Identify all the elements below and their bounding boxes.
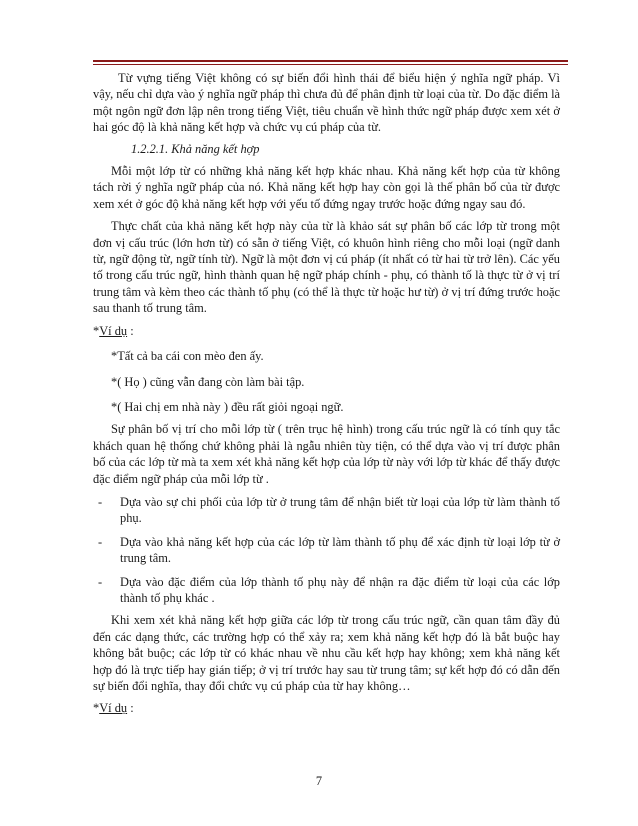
example-label-2 <box>93 700 560 716</box>
example-label-suffix: : <box>127 323 134 338</box>
bullet-item <box>93 574 560 607</box>
example-1: *Tất cả ba cái con mèo đen ấy. <box>111 349 264 364</box>
paragraph-2: Mỗi một lớp từ có những khả năng kết hợp khác nhau. Khả năng kết hợp của từ không tách rời ý nghĩa ngữ pháp của nó. Khả năng kết hợp hay còn gọi là thế phân bố của từ được xem xét ở góc độ khả năng kết hợp với yếu tố đứng ngay trước hoặc đứng ngay sau đó. <box>93 164 560 211</box>
bullet-item <box>93 534 560 567</box>
header-rule-thin <box>93 64 568 65</box>
section-heading: 1.2.2.1. Khả năng kết hợp <box>131 141 260 156</box>
example-label-prefix: * <box>93 701 100 716</box>
example-2: *( Họ ) cũng vẫn đang còn làm bài tập. <box>111 374 305 389</box>
example-3: *( Hai chị em nhà này ) đều rất giỏi ngoại ngữ. <box>111 399 344 414</box>
bullet-marker: - <box>98 574 103 589</box>
bullet-text: Dựa vào khả năng kết hợp của các lớp từ làm thành tố phụ để xác định từ loại lớp từ ở trung tâm. <box>120 534 560 566</box>
paragraph-5: Khi xem xét khả năng kết hợp giữa các lớp từ trong cấu trúc ngữ, cần quan tâm đầy đủ đến các dạng thức, các trường hợp có thể xảy ra; xem khả năng kết hợp đó là bắt buộc hay không bắt buộc; các lớp từ có khác nhau về nhu cầu kết hợp hay không; xem khả năng kết hợp đó là trực tiếp hay gián tiếp; ở vị trí trước hay sau từ trung tâm; sự kết hợp đó có dẫn đến sự biến đổi nghĩa, thay đổi chức vụ cú pháp của từ hay không… <box>93 613 560 693</box>
bullet-text: Dựa vào sự chi phối của lớp từ ở trung tâm để nhận biết từ loại của lớp từ làm thành tố phụ. <box>120 494 560 526</box>
bullet-item <box>93 494 560 527</box>
example-label-suffix: : <box>127 701 134 716</box>
paragraph-1: Từ vựng tiếng Việt không có sự biến đổi hình thái để biểu hiện ý nghĩa ngữ pháp. Vì vậy, nếu chỉ dựa vào ý nghĩa ngữ pháp thì chưa đủ để phân định từ loại của từ. Do đặc điểm là một ngôn ngữ đơn lập nên trong tiếng Việt, tiêu chuẩn về hình thức ngữ pháp được xem xét ở hai góc độ là khả năng kết hợp và chức vụ cú pháp của từ. <box>93 71 561 135</box>
bullet-marker: - <box>98 494 103 509</box>
paragraph-3: Thực chất của khả năng kết hợp này của từ là khảo sát sự phân bố các lớp từ trong một đơn vị cấu trúc (lớn hơn từ) có sẵn ở tiếng Việt, có khuôn hình riêng cho mỗi loại (ngữ danh từ, ngữ động từ, ngữ tính từ). Ngữ là một đơn vị cú pháp (ít nhất có từ hai từ trở lên). Các yếu tố trong cấu trúc ngữ, hình thành quan hệ ngữ pháp chính - phụ, có thành tố là thực từ ở vị trí trung tâm và kèm theo các thành tố phụ (có thể là thực từ hoặc hư từ) ở vị trí đứng trước hoặc sau thanh tố trung tâm. <box>93 219 560 316</box>
example-label-text: Ví dụ <box>99 701 128 716</box>
paragraph-4: Sự phân bố vị trí cho mỗi lớp từ ( trên trục hệ hình) trong cấu trúc ngữ là có tính quy tắc khách quan hệ thống chứ không phải là ngẫu nhiên tùy tiện, có thể dựa vào vị trí được phân bố của các lớp từ mà ta xem xét khả năng kết hợp của lớp từ này với lớp từ khác để thấy được đặc điểm ngữ pháp của mỗi lớp từ . <box>93 422 560 486</box>
header-rule-thick <box>93 60 568 62</box>
page-body <box>93 70 560 717</box>
example-label-prefix: * <box>93 323 100 338</box>
bullet-marker: - <box>98 534 103 549</box>
example-label-1 <box>93 323 560 339</box>
page-number: 7 <box>315 774 323 788</box>
example-label-text: Ví dụ <box>99 323 128 338</box>
bullet-text: Dựa vào đặc điểm của lớp thành tố phụ này để nhận ra đặc điểm từ loại của các lớp thành tố phụ khác . <box>120 574 560 605</box>
